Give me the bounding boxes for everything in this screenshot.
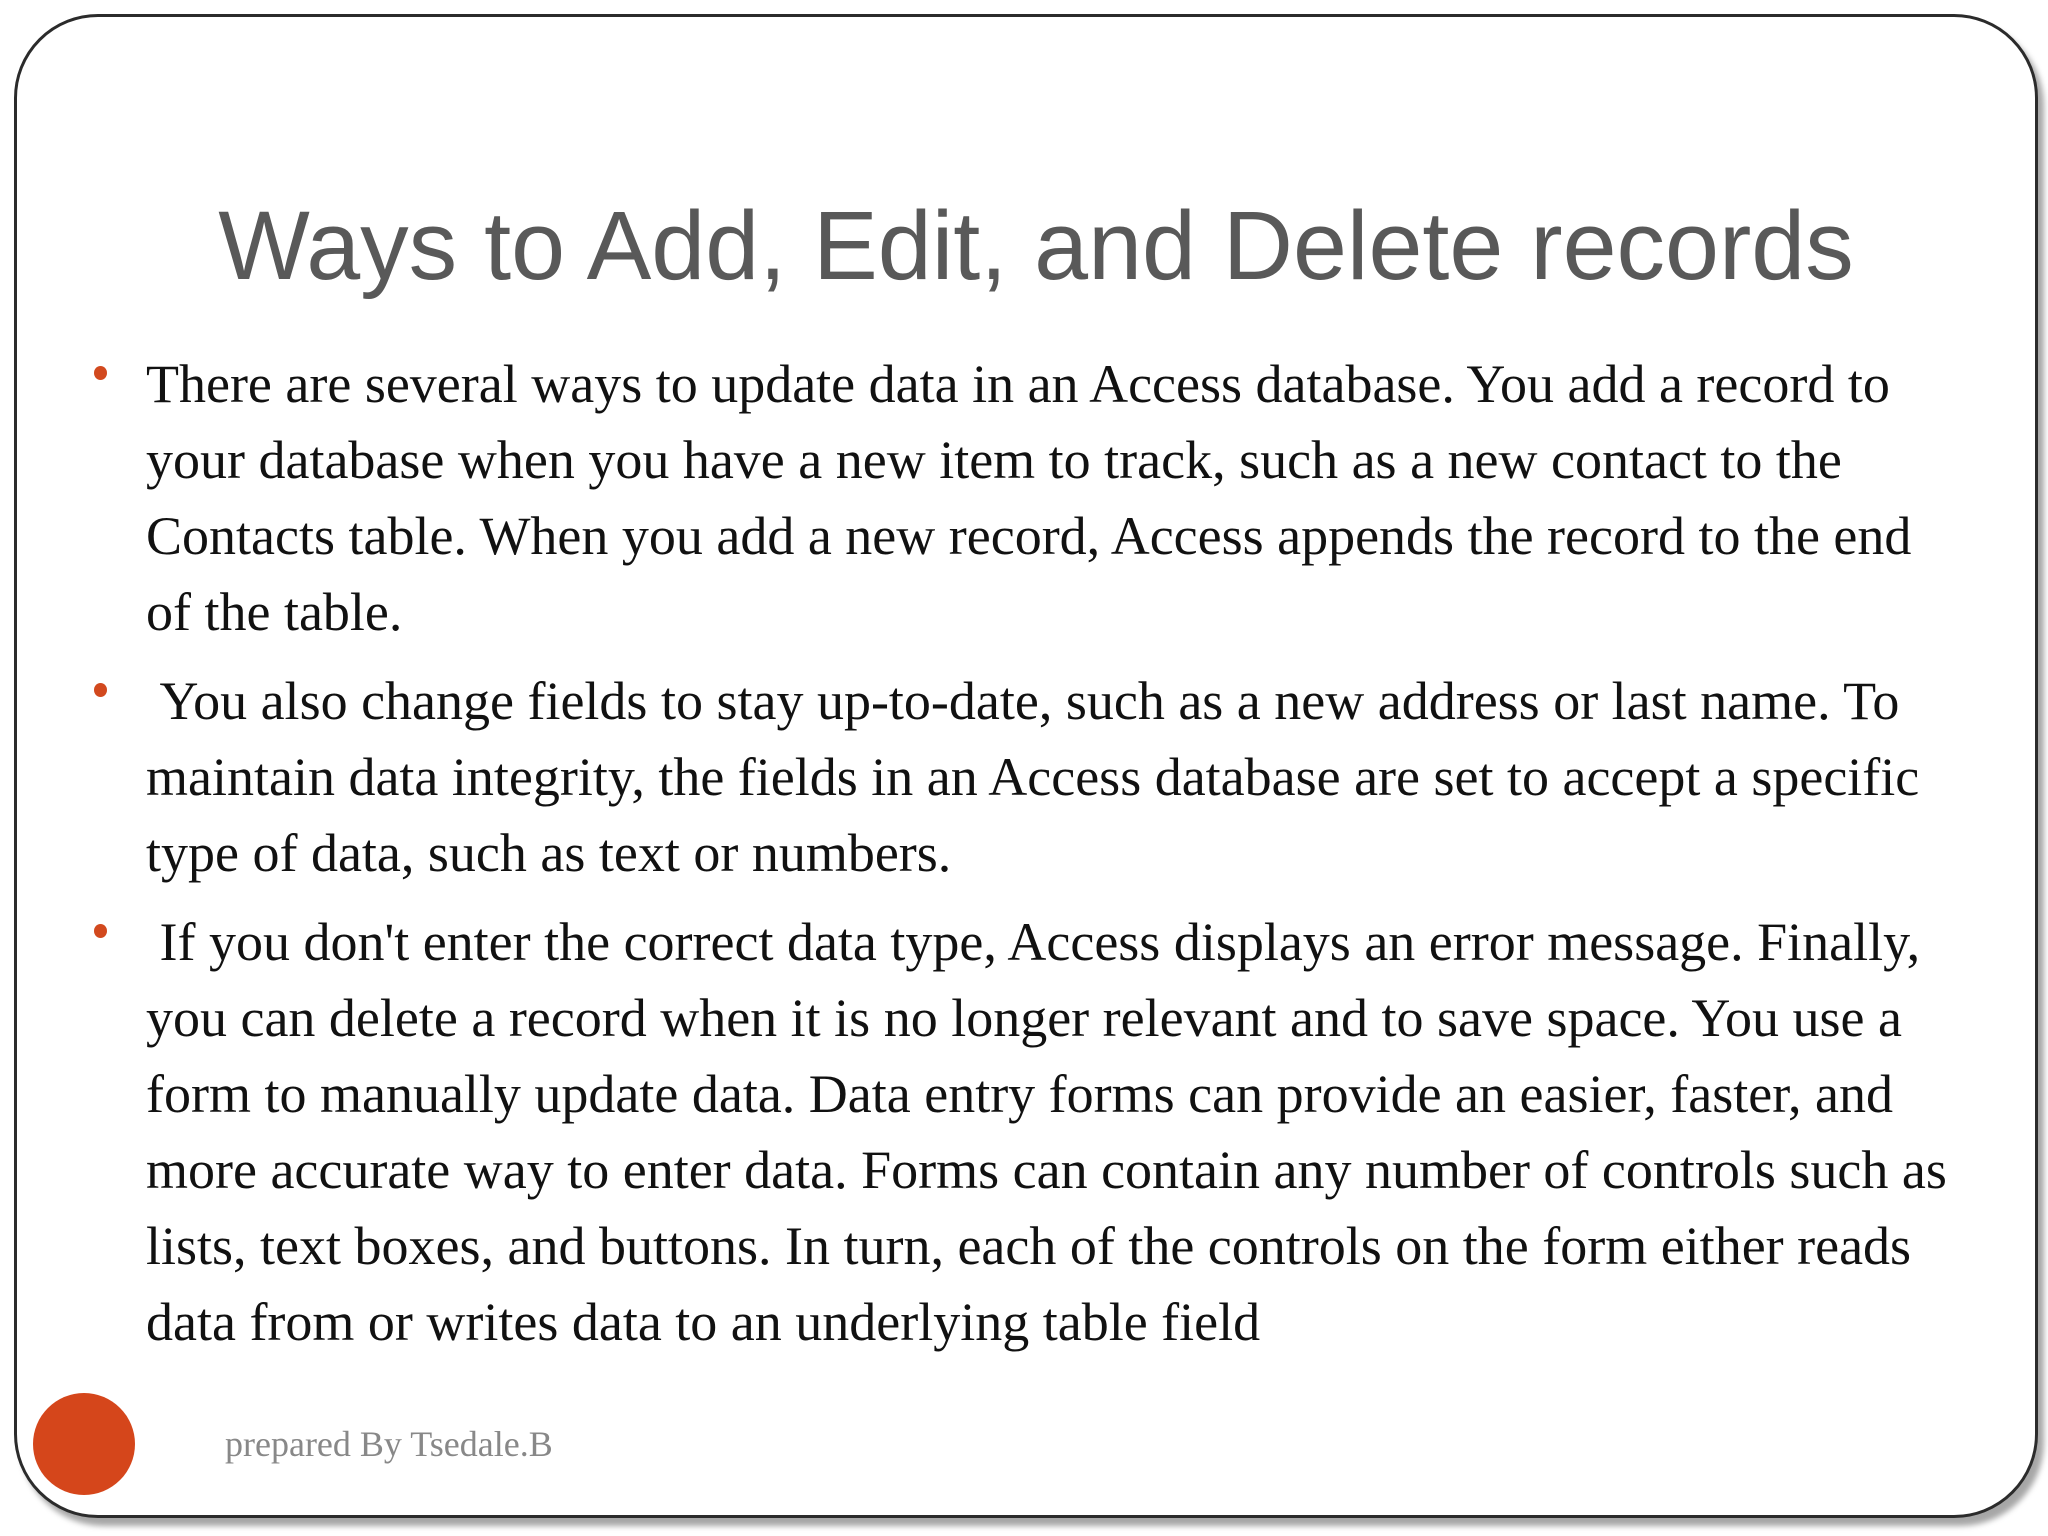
- bullet-dot-icon: [94, 924, 107, 938]
- bullet-text: You also change fields to stay up-to-date, such as a new address or last name. To maintain data integrity, the fields in an Access database are set to accept a specific type of data, such as text or numbers.: [146, 671, 1933, 883]
- bullet-item: [146, 346, 1966, 650]
- bullet-text: If you don't enter the correct data type, Access displays an error message. Finally, you can delete a record when it is no longer relevant and to save space. You use a form to manually update data. Data entry forms can provide an easier, faster, and more accurate way to enter data. Forms can contain any number of controls such as lists, text boxes, and buttons. In turn, each of the controls on the form either reads data from or writes data to an underlying table field: [146, 912, 1961, 1352]
- footer-credit: prepared By Tsedale.B: [225, 1424, 553, 1464]
- bullet-dot-icon: [94, 366, 107, 380]
- footer-circle-icon: [33, 1393, 135, 1495]
- bullet-item: [146, 663, 1966, 891]
- bullet-list: [146, 346, 1966, 1373]
- bullet-text: There are several ways to update data in an Access database. You add a record to your database when you have a new item to track, such as a new contact to the Contacts table. When you add a new record, Access appends the record to the end of the table.: [146, 354, 1925, 642]
- slide-title: Ways to Add, Edit, and Delete records: [218, 191, 1854, 300]
- bullet-item: [146, 904, 1966, 1360]
- bullet-dot-icon: [94, 683, 107, 697]
